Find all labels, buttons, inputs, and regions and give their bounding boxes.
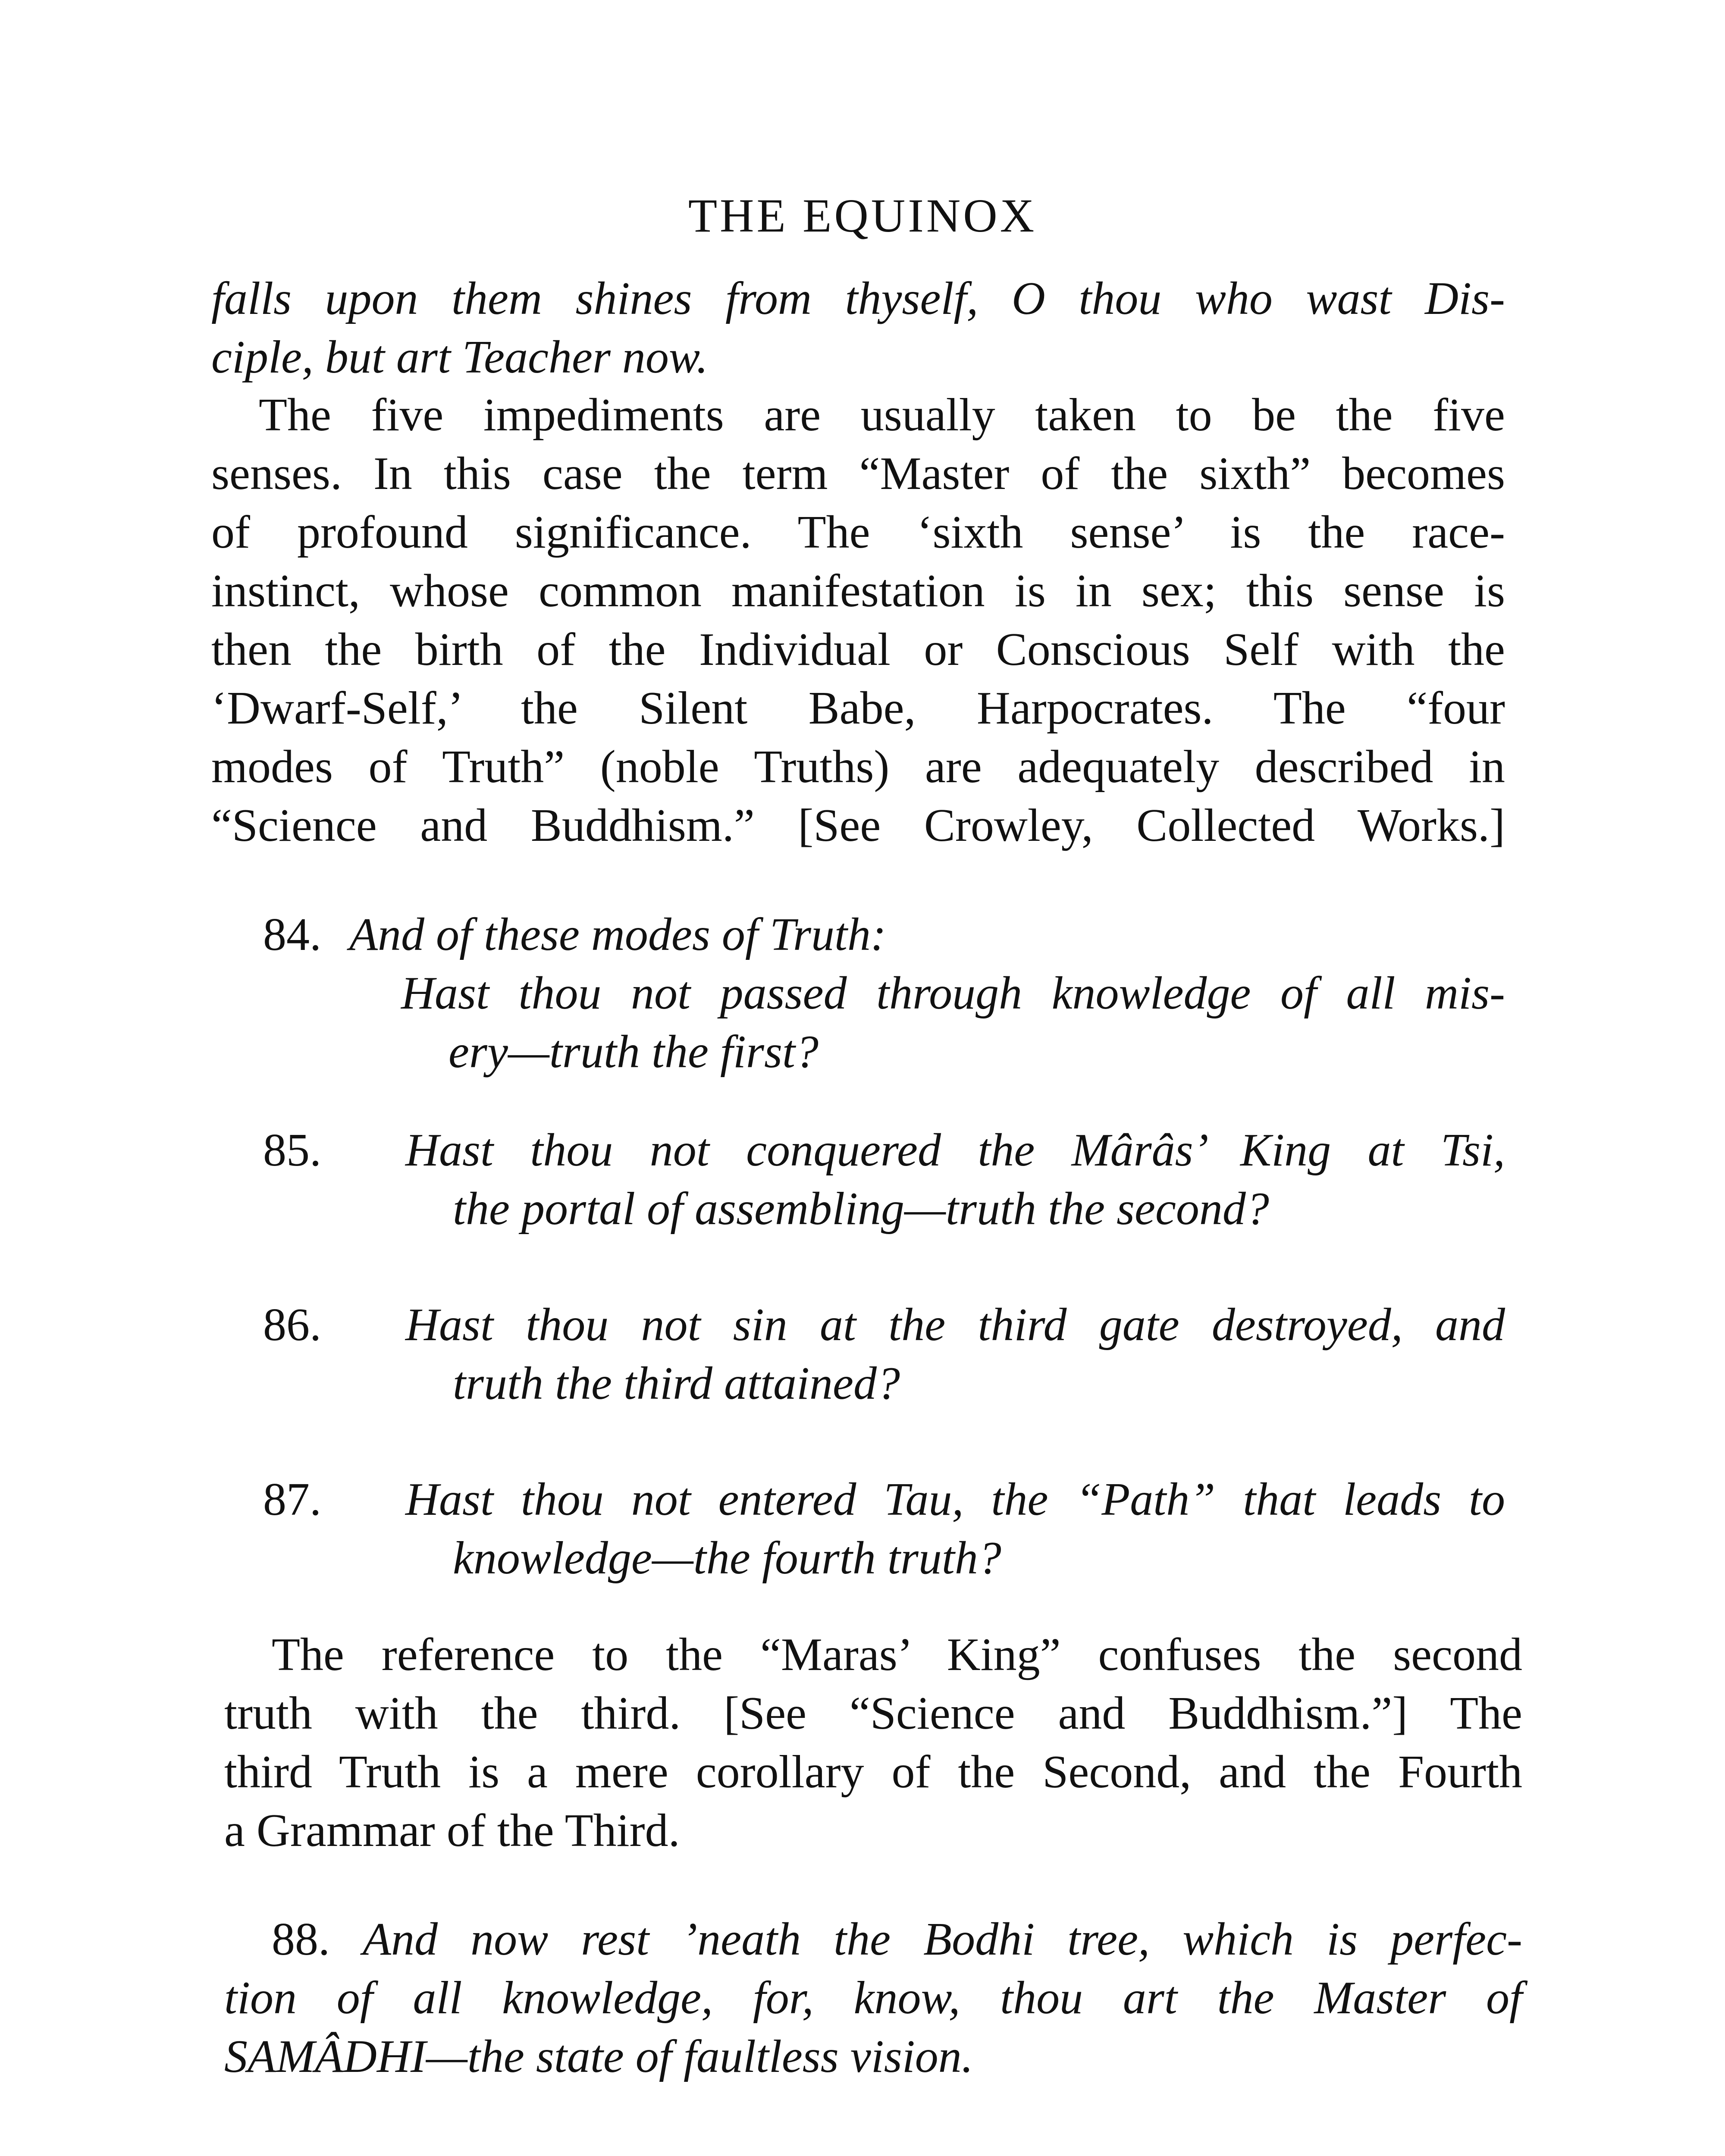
text-line: third Truth is a mere corollary of the Second, and the Fourth <box>224 1746 1522 1798</box>
text-line: modes of Truth” (noble Truths) are adequately described in <box>211 741 1505 793</box>
text-line: then the birth of the Individual or Conscious Self with the <box>211 624 1505 675</box>
text-line: The five impediments are usually taken to be the five <box>259 389 1505 441</box>
verse-line: Hast thou not sin at the third gate destroyed, and <box>405 1299 1505 1351</box>
verse-line: tion of all knowledge, for, know, thou art the Master of <box>224 1972 1522 2024</box>
running-head: THE EQUINOX <box>688 189 1037 242</box>
verse-line-with-number <box>224 1910 1522 1969</box>
verse-84 <box>263 906 1505 1087</box>
verse-line: Hast thou not entered Tau, the “Path” that leads to <box>405 1474 1505 1525</box>
verse-number: 84. <box>263 909 321 960</box>
text-line: instinct, whose common manifestation is in sex; this sense is <box>211 565 1505 617</box>
commentary-paragraph-1 <box>211 386 1505 855</box>
verse-line: knowledge—the fourth truth? <box>453 1532 1001 1584</box>
verse-line: And now rest ’neath the Bodhi tree, which is perfec- <box>363 1914 1522 1965</box>
text-line: ‘Dwarf-Self,’ the Silent Babe, Harpocrates. The “four <box>211 683 1505 734</box>
text-line: “Science and Buddhism.” [See Crowley, Collected Works.] <box>211 800 1505 851</box>
intro-italic-paragraph <box>211 270 1505 387</box>
verse-88 <box>224 1910 1522 2086</box>
verse-85 <box>263 1121 1505 1242</box>
verse-line: Hast thou not conquered the Mârâs’ King at Tsi, <box>405 1125 1505 1176</box>
text-line: of profound significance. The ‘sixth sense’ is the race- <box>211 507 1505 558</box>
text-line: falls upon them shines from thyself, O thou who wast Dis- <box>211 273 1505 324</box>
text-line: The reference to the “Maras’ King” confuses the second <box>272 1629 1522 1680</box>
verse-line: truth the third attained? <box>453 1358 900 1409</box>
verse-line: And of these modes of Truth: <box>349 909 886 960</box>
text-line: ciple, but art Teacher now. <box>211 332 708 383</box>
verse-number: 88. <box>272 1914 330 1965</box>
verse-87 <box>263 1470 1505 1591</box>
verse-line: ery—truth the first? <box>448 1026 819 1078</box>
verse-number: 87. <box>263 1474 321 1525</box>
verse-line: SAMÂDHI—the state of faultless vision. <box>224 2031 973 2082</box>
verse-line: the portal of assembling—truth the second? <box>453 1183 1269 1235</box>
verse-number: 86. <box>263 1299 321 1351</box>
verse-line: Hast thou not passed through knowledge of all mis- <box>401 968 1505 1019</box>
verse-number: 85. <box>263 1125 321 1176</box>
text-line: a Grammar of the Third. <box>224 1805 680 1856</box>
commentary-paragraph-2 <box>224 1626 1522 1860</box>
text-line: senses. In this case the term “Master of the sixth” becomes <box>211 448 1505 499</box>
verse-86 <box>263 1296 1505 1416</box>
text-line: truth with the third. [See “Science and Buddhism.”] The <box>224 1688 1522 1739</box>
